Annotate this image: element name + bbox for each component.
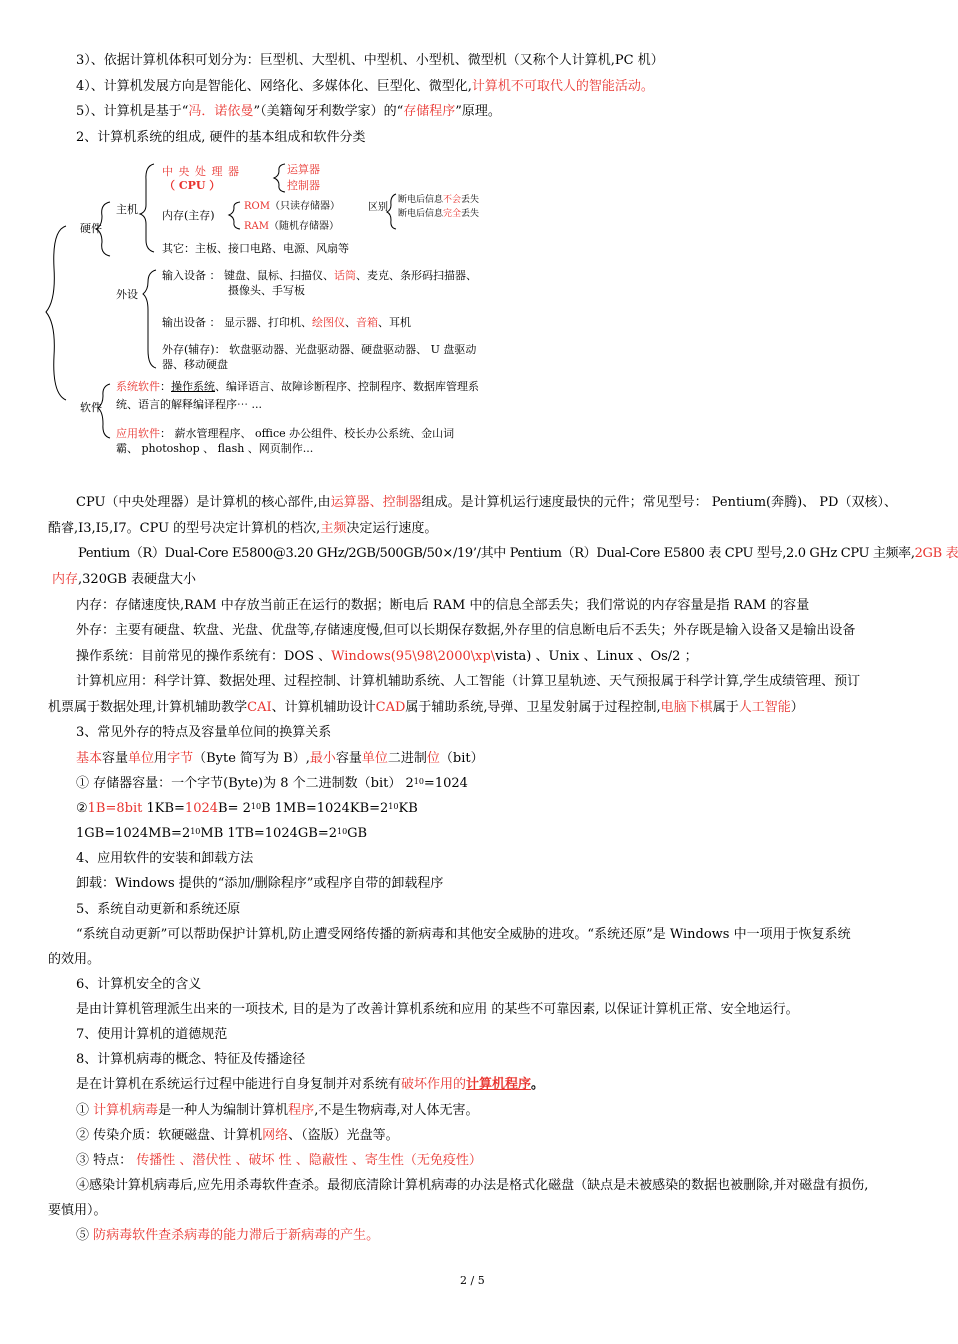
page-number: 2 / 5 [460,1274,485,1287]
tree-alu: 运算器 [287,163,320,176]
virus-point-3: ③ 特点： 传播性 、潜伏性 、破坏 性 、隐蔽性 、寄生性（无免疫性） [76,1153,482,1168]
tree-diff: 区别 [368,202,388,213]
capacity-line-1: ① 存储器容量：一个字节(Byte)为 8 个二进制数（bit） $2^{10}=1024$ [76,776,468,791]
memory-para: 内存：存储速度快,RAM 中存放当前正在运行的数据；断电后 RAM 中的信息全部丢失；我们常说的内存容量是指 RAM 的容量 [76,598,810,613]
cpu-para-2: 酷睿,I3,I5,I7。CPU 的型号决定计算机的档次,主频决定运行速度。 [48,521,438,536]
brace-host [140,164,154,252]
virus-definition: 是在计算机在系统运行过程中能进行自身复制并对系统有破坏作用的计算机程序。 [76,1077,545,1092]
tree-cpu-label: 中 央 处 理 器 [162,165,240,178]
section-2-heading: 2、计算机系统的组成, 硬件的基本组成和软件分类 [76,130,366,145]
item-3-size-class: 3）、依据计算机体积可划分为：巨型机、大型机、中型机、小型机、微型机（又称个人计算机,PC 机） [76,53,664,68]
tree-input-1: 输入设备 ： 键盘、鼠标、扫描仪、话筒、麦克、条形码扫描器、 [162,269,477,282]
tree-control-unit: 控制器 [287,179,320,192]
brace-diff [387,194,396,229]
item-5-von-neumann: 5）、计算机是基于“冯．诺依曼”（美籍匈牙利数学家）的“存储程序”原理。 [76,104,501,119]
tree-host: 主机 [116,203,138,216]
update-para-2: 的效用。 [48,952,101,967]
virus-point-4a: ④感染计算机病毒后,应先用杀毒软件查杀。最彻底清除计算机病毒的办法是格式化磁盘（缺点是未被感染的数据也被删除,并对磁盘有损伤, [76,1178,869,1193]
brace-periph [143,270,156,368]
update-para-1: “系统自动更新”可以帮助保护计算机,防止遭受网络传播的新病毒和其他安全威胁的进攻。“系统还原”是 Windows 中一项用于恢复系统 [76,927,851,942]
capacity-line-2: ②1B=8bit $1KB=1024B= 2^{10}B$ $1MB=1024KB=2^{10}KB$ [76,801,418,816]
tree-ram: RAM（随机存储器） [244,221,339,232]
pentium-para-2: 内存,320GB 表硬盘大小 [52,572,197,587]
application-para-1: 计算机应用：科学计算、数据处理、过程控制、计算机辅助系统、人工智能（计算卫星轨迹、天气预报属于科学计算,学生成绩管理、预订 [76,674,861,689]
section-7-heading: 7、使用计算机的道德规范 [76,1027,228,1042]
section-6-heading: 6、计算机安全的含义 [76,977,202,992]
pentium-para-1: Pentium（R）Dual-Core E5800@3.20 GHz/2GB/500GB/50×/19’/其中 Pentium（R）Dual-Core E5800 表 CPU 型号,2.0 GHz CPU 主频率,2GB 表 [78,546,958,561]
section-4-heading: 4、应用软件的安装和卸载方法 [76,851,254,866]
tree-system-sw-2: 统、语言的解释编译程序⋯ ... [116,398,262,411]
cpu-para-1: CPU（中央处理器）是计算机的核心部件,由运算器、控制器组成。是计算机运行速度最快的元件；常见型号： Pentium(奔腾)、 PD（双核）、 [76,495,897,510]
capacity-line-3: $1GB=1024MB=2^{10}MB$ $1TB=1024GB=2^{10}GB$ [76,826,368,841]
section-8-heading: 8、计算机病毒的概念、特征及传播途径 [76,1052,306,1067]
tree-memory: 内存(主存) [162,209,215,222]
virus-point-4b: 要慎用）。 [48,1203,107,1218]
uninstall-para: 卸载：Windows 提供的“添加/删除程序”或程序自带的卸载程序 [76,876,444,891]
tree-external-1: 外存(辅存)： 软盘驱动器、光盘驱动器、硬盘驱动器、 U 盘驱动 [162,343,477,356]
brace-cpu [274,164,285,192]
brace-computer [46,226,66,400]
virus-point-5: ⑤ 防病毒软件查杀病毒的能力滞后于新病毒的产生。 [76,1228,380,1243]
tree-output: 输出设备 ： 显示器、打印机、绘图仪、音箱、耳机 [162,316,411,329]
unit-para: 基本容量单位用字节（Byte 简写为 B）,最小容量单位二进制位（bit） [76,751,484,766]
tree-external-2: 器、移动硬盘 [162,358,228,371]
tree-cpu-abbr: （ CPU ） [164,179,221,192]
item-4-trend: 4）、计算机发展方向是智能化、网络化、多媒体化、巨型化、微型化,计算机不可取代人的智能活动。 [76,79,654,94]
tree-system-sw-1: 系统软件：操作系统、编译语言、故障诊断程序、控制程序、数据库管理系 [116,380,479,393]
tree-app-sw-1: 应用软件： 薪水管理程序、 office 办公组件、校长办公系统、金山词 [116,427,455,440]
tree-other: 其它：主板、接口电路、电源、风扇等 [162,242,349,255]
tree-rom: ROM（只读存储器） [244,201,340,212]
os-para: 操作系统：目前常见的操作系统有：DOS 、Windows(95\98\2000\xp\vista) 、Unix 、Linux 、Os/2 ； [76,649,698,664]
tree-input-2: 摄像头、手写板 [228,284,305,297]
tree-peripheral: 外设 [116,288,138,301]
virus-point-2: ② 传染介质：软硬磁盘、计算机网络、（盗版）光盘等。 [76,1128,399,1143]
security-para: 是由计算机管理派生出来的一项技术, 目的是为了改善计算机系统和应用 的某些不可靠因素, 以保证计算机正常、安全地运行。 [76,1002,799,1017]
tree-software: 软件 [80,401,102,414]
section-5-heading: 5、系统自动更新和系统还原 [76,902,241,917]
brace-mem [229,202,240,229]
virus-point-1: ① 计算机病毒是一种人为编制计算机程序,不是生物病毒,对人体无害。 [76,1103,479,1118]
section-3-heading: 3、常见外存的特点及容量单位间的换算关系 [76,725,332,740]
tree-note-ram: 断电后信息完全丢失 [398,209,480,219]
tree-hardware: 硬件 [80,222,102,235]
tree-note-rom: 断电后信息不会丢失 [398,195,480,205]
application-para-2: 机票属于数据处理,计算机辅助教学CAI、计算机辅助设计CAD属于辅助系统,导弹、卫星发射属于过程控制,电脑下棋属于人工智能） [48,700,804,715]
tree-app-sw-2: 霸、 photoshop 、 flash 、网页制作... [116,442,314,455]
external-para: 外存：主要有硬盘、软盘、光盘、优盘等,存储速度慢,但可以长期保存数据,外存里的信息断电后不丢失；外存既是输入设备又是输出设备 [76,623,856,638]
